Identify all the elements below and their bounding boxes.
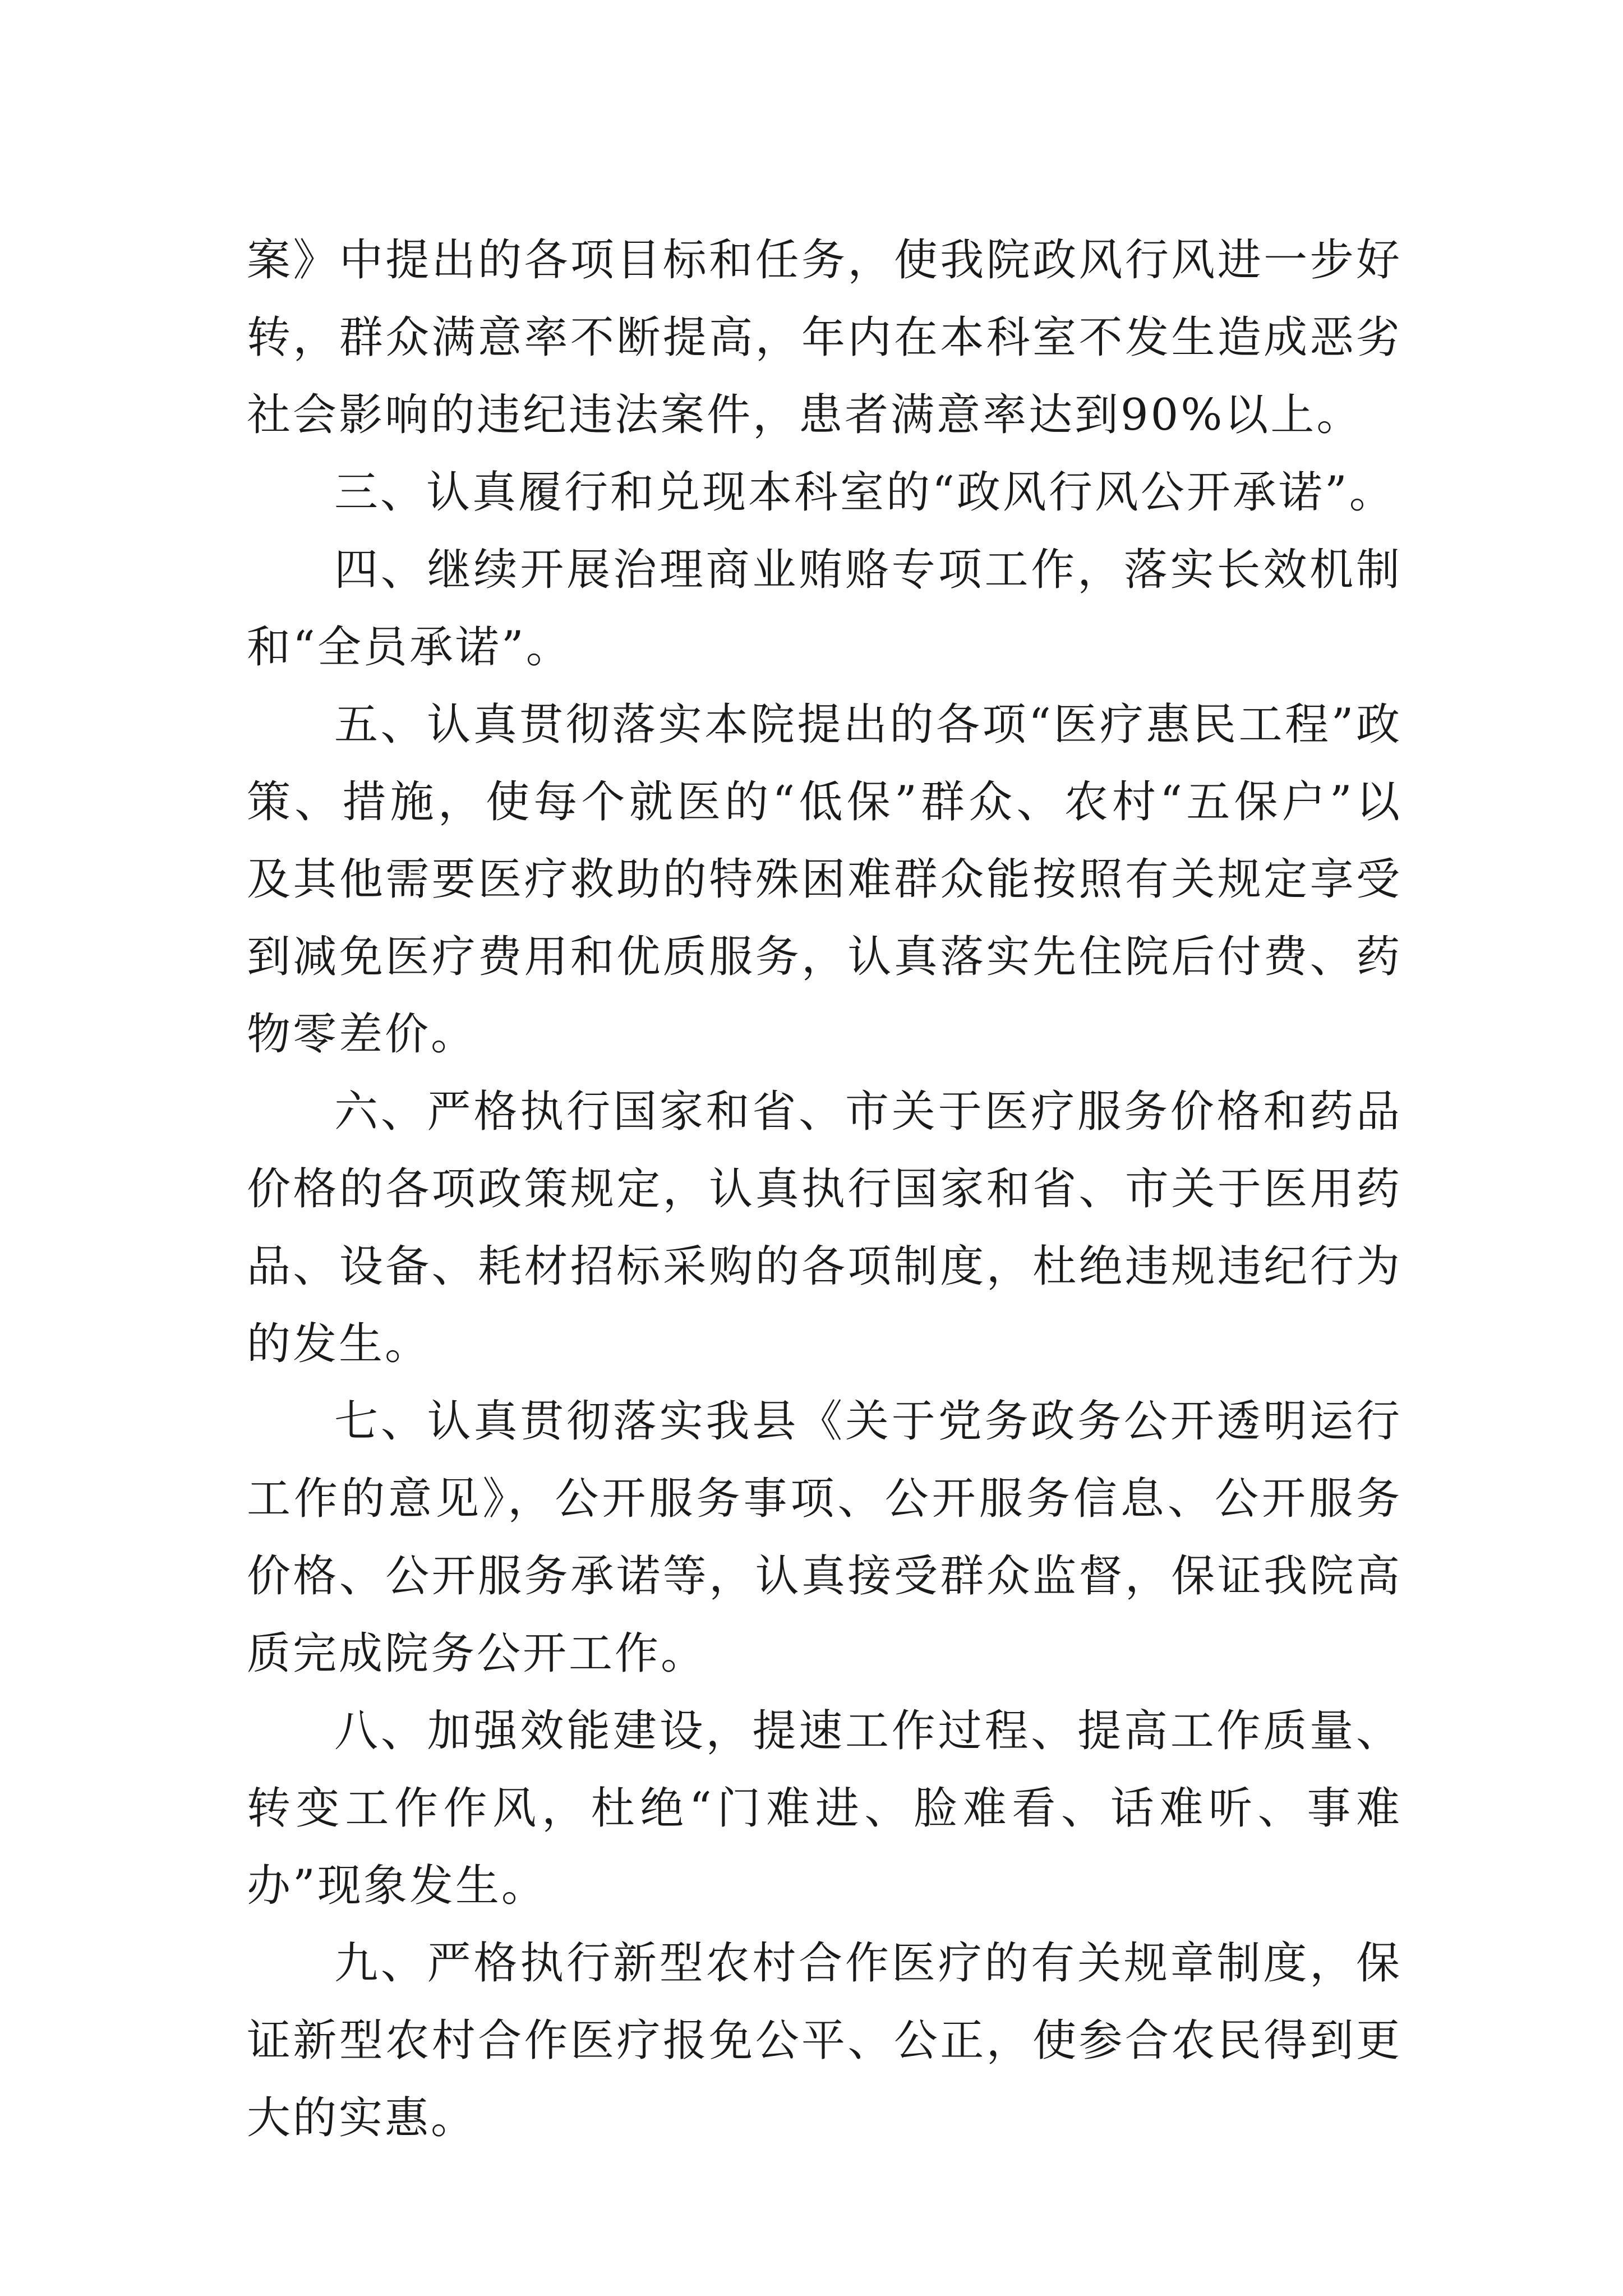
paragraph-item-3: 三、认真履行和兑现本科室的“政风行风公开承诺”。	[334, 467, 1395, 518]
paragraph-item-6: 六、严格执行国家和省、市关于医疗服务价格和药品价格的各项政策规定，认真执行国家和省、市关于医用药品、设备、耗材招标采购的各项制度，杜绝违规违纪行为的发生。	[247, 1087, 1402, 1369]
paragraph-item-4: 四、继续开展治理商业贿赂专项工作，落实长效机制和“全员承诺”。	[247, 545, 1402, 673]
document-body	[247, 222, 1402, 2157]
paragraph-item-8: 八、加强效能建设，提速工作过程、提高工作质量、转变工作作风，杜绝“门难进、脸难看、话难听、事难办”现象发生。	[247, 1706, 1402, 1911]
paragraph-continuation: 案》中提出的各项目标和任务，使我院政风行风进一步好转，群众满意率不断提高，年内在本科室不发生造成恶劣社会影响的违纪违法案件，患者满意率达到90%以上。	[247, 235, 1402, 440]
paragraph-item-9: 九、严格执行新型农村合作医疗的有关规章制度，保证新型农村合作医疗报免公平、公正，使参合农民得到更大的实惠。	[247, 1938, 1402, 2143]
paragraph-item-7: 七、认真贯彻落实我县《关于党务政务公开透明运行工作的意见》，公开服务事项、公开服务信息、公开服务价格、公开服务承诺等，认真接受群众监督，保证我院高质完成院务公开工作。	[247, 1396, 1402, 1679]
paragraph-item-5: 五、认真贯彻落实本院提出的各项“医疗惠民工程”政策、措施，使每个就医的“低保”群众、农村“五保户”以及其他需要医疗救助的特殊困难群众能按照有关规定享受到减免医疗费用和优质服务，认真落实先住院后付费、药物零差价。	[247, 700, 1402, 1060]
